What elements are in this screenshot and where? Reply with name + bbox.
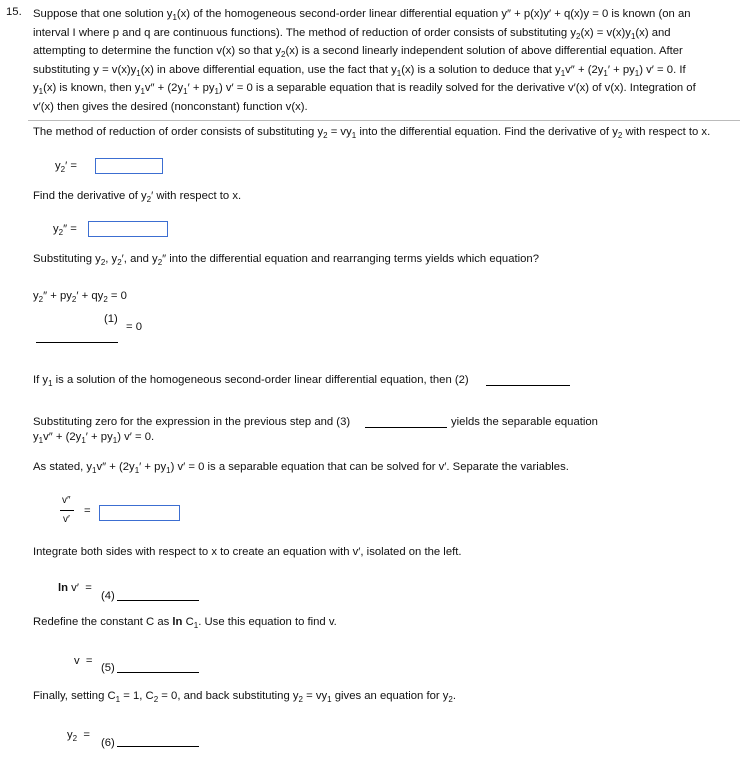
- problem-statement: Suppose that one solution $y_1(x)$ of the homogeneous second-order linear differential equation y″ + p(x)y′ + q(x)y = 0 is known (on an interval I where p and q are continuous functions). The method of reduction of order consists of substituting $y_2(x) = v(x)y_1(x)$ and attempting to determine the function v(x) so that $y_2(x)$ is a second linearly independent solution of above differential equation. After substituting $y = v(x)y_1(x)$ in above differential equation, use the fact that $y_1(x)$ is a solution to deduce that $y_1v'' + (2y_1' + py_1) v' = 0$. If $y_1(x)$ is known, then $y_1v'' + (2y_1' + py_1) v' = 0$ is a separable equation that is readily solved for the derivative v′(x) of v(x). Integration of v′(x) then gives the desired (nonconstant) function v(x).: [33, 8, 696, 113]
- separable-equation: $y_1v'' + (2y_1' + py_1) v' = 0$.: [33, 431, 155, 445]
- step5-text-end: yields the separable equation: [451, 416, 598, 428]
- step5-text: Substituting zero for the expression in the previous step and (3): [33, 416, 351, 428]
- y2-double-prime-label: $y_2''$ =: [53, 223, 77, 237]
- fraction-bar: [60, 510, 74, 511]
- step2-text: Find the derivative of $y_2'$ with respect to x.: [33, 190, 242, 204]
- blank-5-label: (5): [101, 662, 115, 674]
- question-number: 15.: [6, 6, 22, 18]
- step1-text: The method of reduction of order consists of substituting $y_2 = vy_1$ into the differential equation. Find the derivative of $y_2$ with respect to x.: [33, 126, 711, 140]
- fraction-numerator: v″: [62, 495, 71, 506]
- ode-equation: $y_2'' + py_2' + qy_2 = 0$: [33, 290, 127, 304]
- step8-text: Redefine the constant C as $\ln C_1$. Use this equation to find v.: [33, 616, 337, 630]
- blank-4-dropdown[interactable]: [117, 600, 199, 601]
- y2-double-prime-input[interactable]: [88, 221, 168, 237]
- blank-2-dropdown[interactable]: [486, 385, 570, 386]
- step9-text: Finally, setting $C_1 = 1$, $C_2 = 0$, and back substituting $y_2 = vy_1$ gives an equation for $y_2$.: [33, 690, 457, 704]
- y2-label: $y_2$ =: [67, 729, 90, 743]
- ln-v-prime-label: ln v′ =: [58, 582, 92, 594]
- equals-zero: = 0: [126, 321, 143, 333]
- fraction-denominator: v′: [63, 514, 70, 525]
- step6-text: As stated, $y_1v'' + (2y_1' + py_1) v' = 0$ is a separable equation that can be solved for v′. Separate the variables.: [33, 461, 569, 475]
- equals-sign: =: [84, 505, 91, 517]
- step3-text: Substituting $y_2$, $y_2'$, and $y_2''$ into the differential equation and rearranging terms yields which equation?: [33, 253, 539, 267]
- blank-4-label: (4): [101, 590, 115, 602]
- step7-text: Integrate both sides with respect to x to create an equation with v′, isolated on the left.: [33, 546, 462, 558]
- blank-3-dropdown[interactable]: [365, 427, 447, 428]
- blank-5-dropdown[interactable]: [117, 672, 199, 673]
- blank-1-label: (1): [104, 313, 118, 325]
- y2-prime-input[interactable]: [95, 158, 163, 174]
- blank-1-dropdown[interactable]: [36, 342, 118, 343]
- separated-variables-input[interactable]: [99, 505, 180, 521]
- y2-prime-label: $y_2'$ =: [55, 160, 77, 174]
- divider: [28, 120, 740, 121]
- blank-6-dropdown[interactable]: [117, 746, 199, 747]
- v-label: v =: [74, 655, 93, 667]
- blank-6-label: (6): [101, 737, 115, 749]
- step4-text: If $y_1$ is a solution of the homogeneous second-order linear differential equation, then (2): [33, 374, 469, 388]
